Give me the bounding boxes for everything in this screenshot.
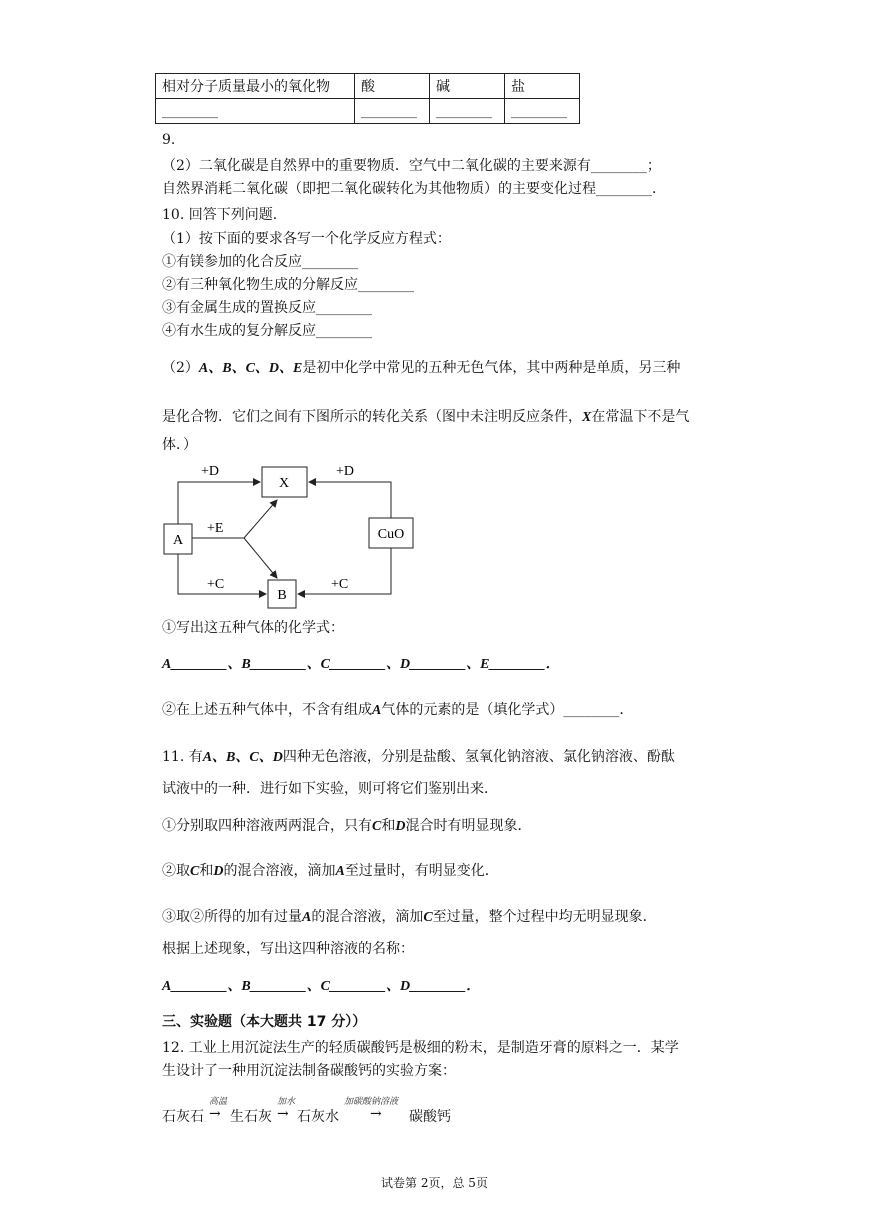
label-plus-d-right: +D — [336, 464, 355, 479]
q11-step1-d: D — [395, 819, 406, 834]
q10-sub2-text1: ②在上述五种气体中，不含有组成 — [162, 702, 372, 718]
step-limewater: 石灰水 — [297, 1109, 339, 1125]
q10-item4: ④有水生成的复分解反应________ — [162, 323, 372, 339]
label-plus-d-left: +D — [201, 464, 220, 479]
answer-table — [155, 73, 580, 124]
table-blank-cell[interactable]: ________ — [156, 99, 355, 124]
q11-step2-d: D — [213, 864, 224, 879]
table-blank-cell[interactable]: ________ — [355, 99, 430, 124]
q10-part2-text3: 在常温下不是气 — [591, 409, 690, 425]
q12-line1: 12. 工业上用沉淀法生产的轻质碳酸钙是极细的粉末，是制造牙膏的原料之一．某学 — [162, 1040, 679, 1056]
q10-part2-line1 — [162, 359, 680, 378]
q9-number: 9. — [162, 132, 176, 148]
q11-step3-c: C — [423, 910, 433, 925]
q10-answer-line[interactable]: A________、B________、C________、D________、E________． — [162, 657, 560, 672]
table-cell: 碱 — [430, 74, 505, 99]
node-x: X — [278, 476, 290, 491]
q11-step2-a: A — [335, 864, 345, 879]
q10-sub1: ①写出这五种气体的化学式： — [162, 620, 344, 636]
q11-step2-text1: ②取 — [162, 863, 190, 879]
q11-step3-text2: 的混合溶液，滴加 — [311, 909, 424, 925]
step-limestone: 石灰石 — [162, 1109, 204, 1125]
q10-item1: ①有镁参加的化合反应________ — [162, 254, 358, 270]
q11-answer-line[interactable]: A________、B________、C________、D________． — [162, 979, 481, 994]
q10-sub2-letter: A — [372, 703, 382, 718]
q11-line1 — [162, 748, 675, 767]
q11-step1-text2: 混合时有明显现象． — [405, 818, 532, 834]
arrow-fork-to-x — [244, 500, 277, 538]
label-plus-c-left: +C — [207, 577, 225, 592]
conversion-diagram — [155, 458, 425, 616]
arrow-3: → — [370, 1106, 382, 1122]
q10-part2-line2 — [162, 408, 689, 427]
arrow-1: → — [209, 1106, 221, 1122]
page-footer: 试卷第 2页，总 5页 — [381, 1176, 488, 1190]
q11-step2-c: C — [190, 864, 200, 879]
cond-add-sodium-carbonate: 加碳酸钠溶液 — [344, 1097, 399, 1107]
q10-part2-text2: 是化合物．它们之间有下图所示的转化关系（图中未注明反应条件， — [162, 409, 582, 425]
q10-part1: （1）按下面的要求各写一个化学反应方程式： — [162, 231, 451, 247]
table-row — [156, 74, 580, 99]
q11-step2-text2: 的混合溶液，滴加 — [223, 863, 336, 879]
q11-step2-text3: 至过量时，有明显变化． — [344, 863, 499, 879]
q11-step3 — [162, 908, 657, 927]
q11-letters: A、B、C、D — [202, 750, 283, 765]
node-b: B — [277, 588, 287, 603]
q10-number: 10. 回答下列问题． — [162, 207, 287, 223]
q11-text: 四种无色溶液，分别是盐酸、氢氧化钠溶液、氯化钠溶液、酚酞 — [282, 749, 675, 765]
table-cell: 酸 — [355, 74, 430, 99]
q10-sub2-text2: 气体的元素的是（填化学式）________． — [381, 702, 634, 718]
cond-add-water: 加水 — [277, 1097, 296, 1107]
q11-line2: 试液中的一种．进行如下实验，则可将它们鉴别出来． — [162, 781, 498, 797]
q11-line6: 根据上述现象，写出这四种溶液的名称： — [162, 941, 414, 957]
q12-line2: 生设计了一种用沉淀法制备碳酸钙的实验方案： — [162, 1063, 456, 1079]
q10-sub2 — [162, 701, 633, 720]
node-a: A — [172, 533, 184, 548]
table-cell: 盐 — [505, 74, 580, 99]
label-plus-e: +E — [207, 521, 224, 536]
q10-x-letter: X — [582, 410, 592, 425]
step-calcium-carbonate: 碳酸钙 — [409, 1109, 451, 1125]
q11-step3-a: A — [302, 910, 312, 925]
q10-part2-line3: 体．） — [162, 437, 197, 453]
q10-letters: A、B、C、D、E — [198, 361, 303, 376]
table-blank-cell[interactable]: ________ — [430, 99, 505, 124]
q11-step1-c: C — [372, 819, 382, 834]
arrow-cuo-to-x — [309, 482, 391, 518]
q11-prefix: 11. 有 — [162, 749, 203, 765]
q11-step1-text1: ①分别取四种溶液两两混合，只有 — [162, 818, 372, 834]
q10-part2-prefix: （2） — [162, 360, 199, 376]
q11-step2-and: 和 — [199, 863, 214, 879]
q11-step3-text3: 至过量，整个过程中均无明显现象． — [432, 909, 657, 925]
q10-part2-text: 是初中化学中常见的五种无色气体，其中两种是单质，另三种 — [302, 360, 681, 376]
node-cuo: CuO — [377, 527, 405, 542]
table-cell: 相对分子质量最小的氧化物 — [156, 74, 355, 99]
q9-line1: （2）二氧化碳是自然界中的重要物质．空气中二氧化碳的主要来源有________； — [162, 158, 661, 174]
q11-step1-and: 和 — [381, 818, 396, 834]
q10-item2: ②有三种氧化物生成的分解反应________ — [162, 277, 414, 293]
section-heading: 三、实验题（本大题共 17 分）） — [162, 1014, 367, 1030]
table-blank-cell[interactable]: ________ — [505, 99, 580, 124]
q10-item3: ③有金属生成的置换反应________ — [162, 300, 372, 316]
q11-step3-text1: ③取②所得的加有过量 — [162, 909, 302, 925]
arrow-2: → — [277, 1106, 289, 1122]
step-quicklime: 生石灰 — [230, 1109, 272, 1125]
reaction-scheme — [162, 1094, 482, 1134]
q9-line2: 自然界消耗二氧化碳（即把二氧化碳转化为其他物质）的主要变化过程________． — [162, 181, 666, 197]
arrow-fork-to-b — [244, 538, 277, 578]
table-row — [156, 99, 580, 124]
q11-step2 — [162, 862, 499, 881]
cond-high-temp: 高温 — [209, 1097, 228, 1107]
arrow-a-to-x — [178, 482, 260, 524]
label-plus-c-right: +C — [331, 577, 349, 592]
q11-step1 — [162, 817, 531, 836]
